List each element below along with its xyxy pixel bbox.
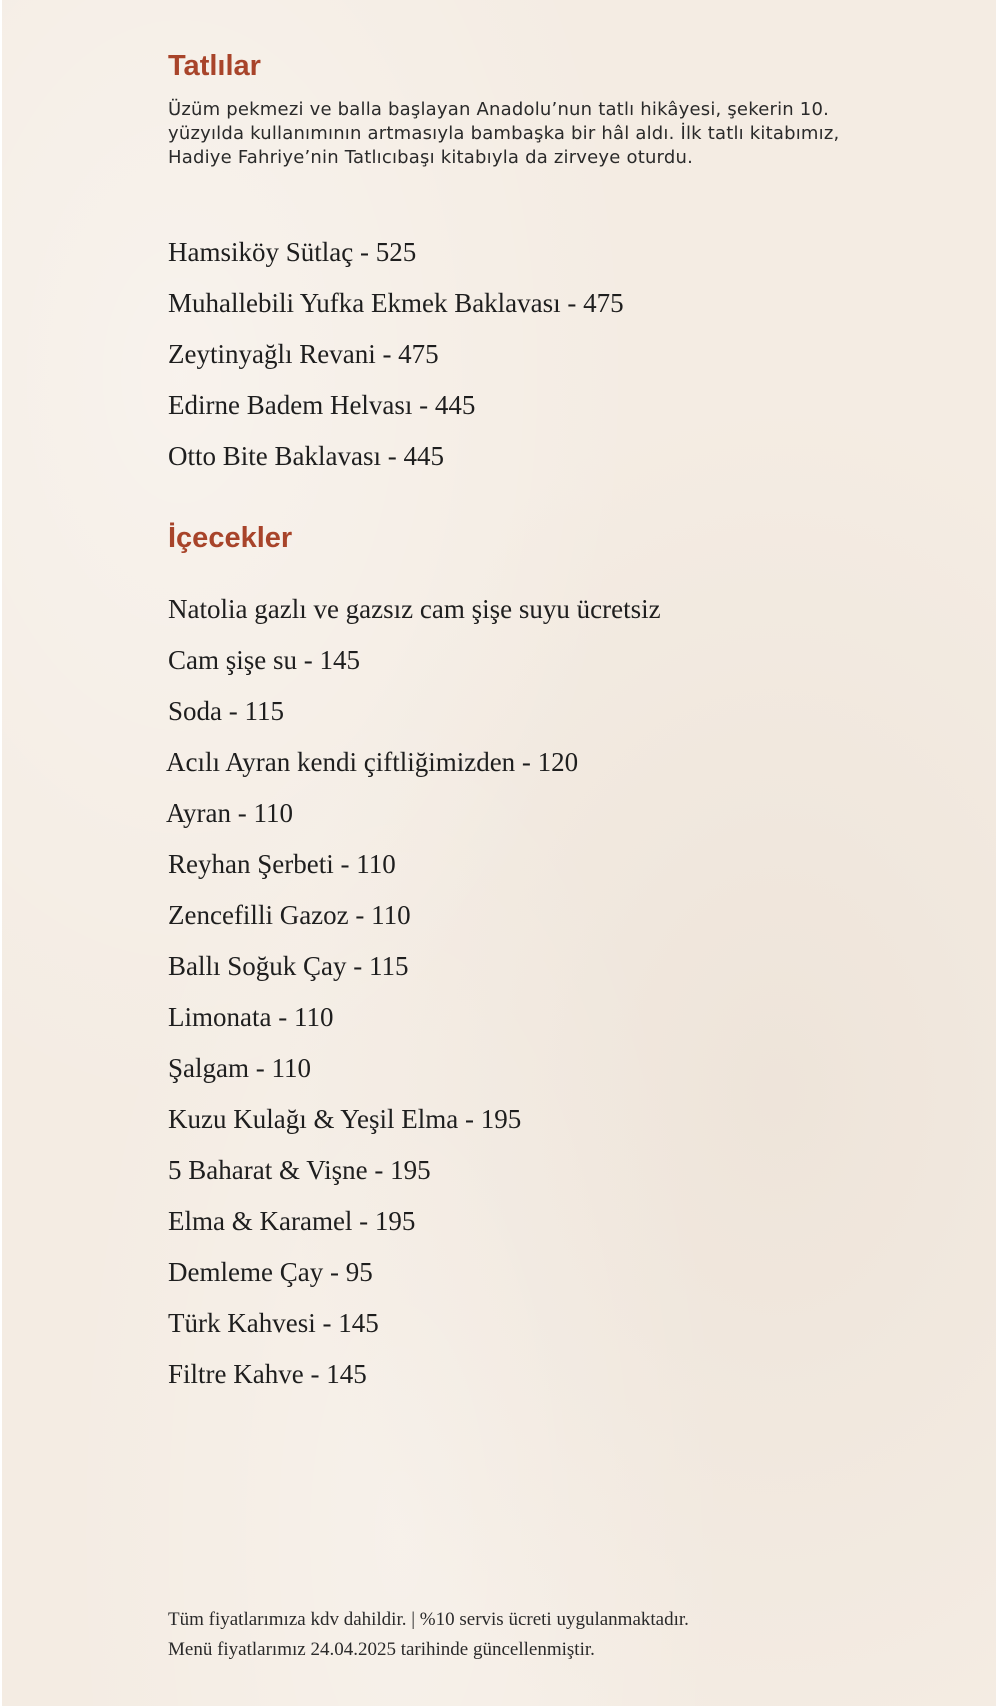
drink-item: Şalgam - 110 [168,1053,311,1083]
drinks-title: İçecekler [168,522,293,554]
drink-item: Kuzu Kulağı & Yeşil Elma - 195 [168,1104,522,1134]
drink-item: Ballı Soğuk Çay - 115 [168,951,409,981]
footer-update-note: Menü fiyatlarımız 24.04.2025 tarihinde güncellenmiştir. [168,1639,595,1660]
menu-page [2,0,996,1706]
drink-item: 5 Baharat & Vişne - 195 [168,1155,431,1185]
dessert-item: Otto Bite Baklavası - 445 [168,441,444,471]
drink-item: Zencefilli Gazoz - 110 [168,900,411,930]
drink-item: Natolia gazlı ve gazsız cam şişe suyu ücretsiz [168,594,661,624]
drink-item: Filtre Kahve - 145 [168,1359,367,1389]
drink-item: Elma & Karamel - 195 [168,1206,416,1236]
drink-item: Acılı Ayran kendi çiftliğimizden - 120 [166,747,579,777]
drink-item: Reyhan Şerbeti - 110 [168,849,396,879]
drink-item: Türk Kahvesi - 145 [168,1308,379,1338]
dessert-item: Zeytinyağlı Revani - 475 [168,339,439,369]
drink-item: Limonata - 110 [168,1002,334,1032]
footer-tax-note: Tüm fiyatlarımıza kdv dahildir. | %10 servis ücreti uygulanmaktadır. [168,1609,689,1630]
drink-item: Cam şişe su - 145 [168,645,360,675]
desserts-title: Tatlılar [168,50,261,82]
desserts-intro: Üzüm pekmezi ve balla başlayan Anadolu’nun tatlı hikâyesi, şekerin 10. yüzyılda kullanımının artmasıyla bambaşka bir hâl aldı. İlk tatlı kitabımız, Hadiye Fahriye’nin Tatlıcıbaşı kitabıyla da zirveye oturdu. [168,99,840,168]
drink-item: Demleme Çay - 95 [168,1257,373,1287]
drink-item: Ayran - 110 [166,798,293,828]
drink-item: Soda - 115 [168,696,284,726]
dessert-item: Edirne Badem Helvası - 445 [168,390,476,420]
dessert-item: Muhallebili Yufka Ekmek Baklavası - 475 [168,288,624,318]
dessert-item: Hamsiköy Sütlaç - 525 [168,237,417,267]
